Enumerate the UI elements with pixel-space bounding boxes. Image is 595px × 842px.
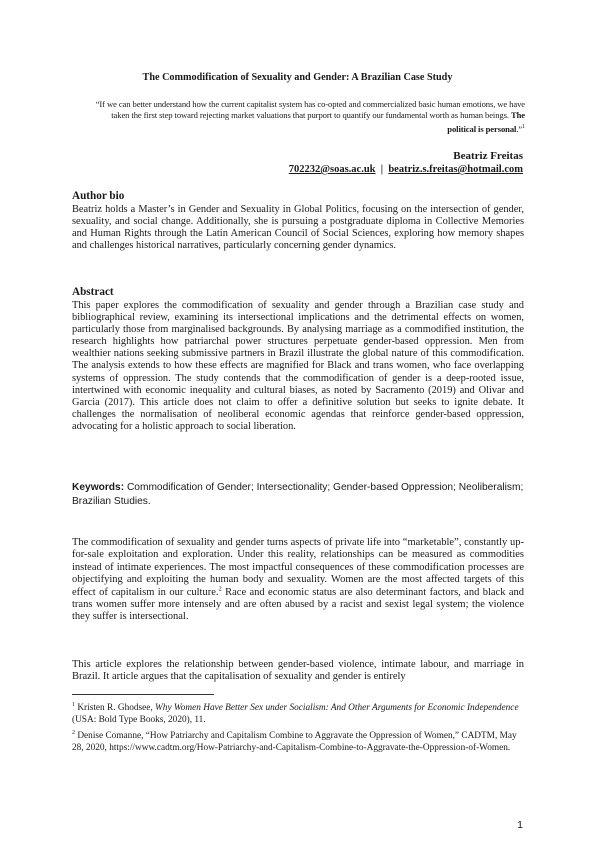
footnote-ref-2[interactable]: 2 bbox=[218, 585, 222, 593]
footnote-2 bbox=[72, 728, 524, 754]
email-link-soas[interactable]: 702232@soas.ac.uk bbox=[288, 164, 376, 175]
abstract-heading: Abstract bbox=[72, 286, 114, 298]
footnote-2-number: 2 bbox=[72, 730, 75, 736]
epigraph-emphasis: The political is personal bbox=[447, 110, 525, 134]
keywords-list: Commodification of Gender; Intersectionality; Gender-based Oppression; Neoliberalism; Brazilian Studies. bbox=[72, 482, 524, 508]
body-paragraph-2: This article explores the relationship between gender-based violence, intimate labour, and marriage in Brazil. It article argues that the capitalisation of sexuality and gender is entirely bbox=[72, 659, 524, 683]
author-name: Beatriz Freitas bbox=[453, 150, 523, 162]
body-paragraph-1 bbox=[72, 537, 524, 624]
email-link-hotmail[interactable]: beatriz.s.freitas@hotmail.com bbox=[388, 164, 523, 175]
footnote-1-number: 1 bbox=[72, 702, 75, 708]
paper-title: The Commodification of Sexuality and Gender: A Brazilian Case Study bbox=[142, 72, 453, 83]
footnote-1 bbox=[72, 700, 524, 726]
footnote-ref-1[interactable]: 1 bbox=[522, 123, 525, 130]
abstract-text bbox=[72, 300, 524, 433]
footnote-2-text: Denise Comanne, “How Patriarchy and Capitalism Combine to Aggravate the Oppression of Women,” CADTM, May 28, 2020, https://www.cadtm.org/How-Patriarchy-and-Capitalism-Combine-to-Aggravate-the-Oppression-of-Women. bbox=[72, 731, 517, 753]
body-paragraph-1-text: The commodification of sexuality and gender turns aspects of private life into “marketable”, constantly up-for-sale exploitation and exploration. Under this reality, relationships can be measured as commodities instead of intimate experiences. The most impactful consequences of these commodification processes are objectifying and exploiting the human body and sexuality. Women are the most affected targets of this effect of capitalism in our culture. bbox=[72, 537, 524, 598]
bio-heading: Author bio bbox=[72, 190, 125, 202]
epigraph-quote: “If we can better understand how the current capitalist system has co-opted and commercialized basic human emotions, we have taken the first step toward rejecting market valuations that purport to quantify our fundamental worth as human beings. bbox=[95, 99, 525, 121]
keywords-label: Keywords: bbox=[72, 482, 125, 493]
abstract-body: This paper explores the commodification of sexuality and gender through a Brazilian case study and bibliographical review, examining its intersectional implications and the detrimental effects on women, particularly those from marginalised backgrounds. By analysing marriage as a commodified institution, the research highlights how patriarchal power structures perpetuate gender-based oppression. Men from wealthier nations seeking submissive partners in Brazil illustrate the global nature of this commodification. The analysis extends to how these effects are magnified for Black and trans women, who face overlapping systems of oppression. The study contends that the commodification of gender is a deep-rooted issue, intertwined with economic inequality and cultural biases, as noted by Sacramento (2019) and Olivar and Garcia (2017). This article does not claim to offer a definitive solution but seeks to ignite debate. It challenges the normalisation of neoliberal economic agendas that reinforce gender-based oppression, advocating for a holistic approach to social liberation. bbox=[72, 300, 524, 432]
email-separator: | bbox=[380, 164, 384, 175]
page-number: 1 bbox=[517, 819, 523, 831]
epigraph-closing: .” bbox=[516, 123, 523, 134]
footnote-1-before: Kristen R. Ghodsee, bbox=[75, 703, 156, 714]
footnote-1-book-title: Why Women Have Better Sex under Socialism: And Other Arguments for Economic Independence bbox=[155, 703, 519, 714]
footnote-1-after: (USA: Bold Type Books, 2020), 11. bbox=[72, 714, 206, 725]
epigraph bbox=[95, 99, 525, 135]
footnote-divider bbox=[72, 694, 214, 695]
keywords bbox=[72, 481, 524, 509]
bio-text: Beatriz holds a Master’s in Gender and Sexuality in Global Politics, focusing on the intersection of gender, sexuality, and social change. Additionally, she is pursuing a postgraduate diploma in Collective Memories and Human Rights through the Latin American Council of Social Sciences, exploring how memory shapes and challenges historical narratives, particularly concerning gender dynamics. bbox=[72, 204, 524, 252]
author-emails bbox=[289, 164, 523, 175]
body-paragraph-1-continued: Race and economic status are also determinant factors, and black and trans women suffer more intensely and are often abused by a racist and sexist legal system; the violence they suffer is intersectional. bbox=[72, 586, 524, 623]
